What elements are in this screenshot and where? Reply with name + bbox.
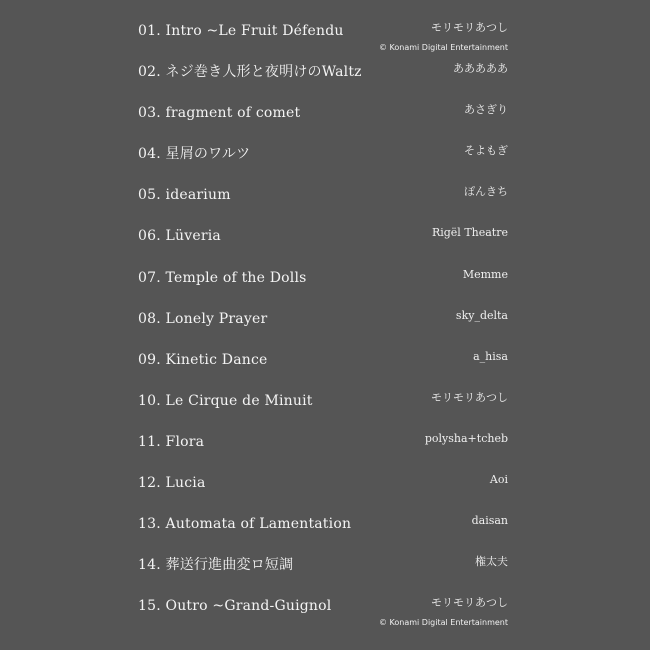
track-number: 04. — [138, 146, 161, 163]
track-name: Automata of Lamentation — [165, 516, 352, 533]
track-title — [138, 474, 206, 492]
track-number: 15. — [138, 598, 161, 615]
track-name: Lüveria — [165, 228, 221, 245]
track-number: 13. — [138, 516, 161, 533]
track-row — [138, 100, 510, 141]
track-row — [138, 552, 510, 593]
track-row — [138, 223, 510, 264]
track-name: Kinetic Dance — [165, 351, 268, 368]
track-name: Le Cirque de Minuit — [165, 392, 313, 409]
track-title — [138, 104, 300, 122]
track-title — [138, 515, 351, 533]
track-title — [138, 22, 344, 40]
track-row — [138, 388, 510, 429]
track-artist: Rigël Theatre — [431, 226, 508, 240]
track-row — [138, 182, 510, 223]
track-number: 14. — [138, 557, 161, 574]
track-row — [138, 511, 510, 552]
track-title — [138, 597, 331, 615]
track-title — [138, 63, 362, 81]
track-artist: モリモリあつし — [431, 390, 508, 404]
track-name: 葬送行進曲変ロ短調 — [165, 557, 294, 574]
track-number: 07. — [138, 269, 161, 286]
track-row — [138, 265, 510, 306]
track-title — [138, 310, 267, 328]
track-number: 11. — [138, 433, 161, 450]
track-row — [138, 18, 510, 59]
track-name: Outro ~Grand-Guignol — [165, 598, 332, 615]
track-artist: ぽんきち — [464, 185, 508, 199]
track-artist: daisan — [471, 514, 508, 528]
track-row — [138, 593, 510, 634]
track-title — [138, 392, 313, 410]
track-number: 03. — [138, 105, 161, 122]
track-list — [138, 18, 510, 634]
copyright-notice: © Konami Digital Entertainment — [378, 43, 508, 52]
track-artist: Aoi — [489, 473, 508, 487]
track-name: ネジ巻き人形と夜明けのWaltz — [165, 64, 362, 81]
track-artist: モリモリあつし — [431, 596, 508, 610]
track-number: 12. — [138, 475, 161, 492]
copyright-notice: © Konami Digital Entertainment — [378, 618, 508, 628]
track-artist: Memme — [462, 267, 508, 281]
track-row — [138, 306, 510, 347]
track-name: Intro ~Le Fruit Défendu — [165, 23, 344, 39]
track-artist: sky_delta — [455, 308, 508, 322]
track-title — [138, 145, 250, 163]
track-number: 02. — [138, 64, 161, 81]
track-name: idearium — [165, 187, 231, 204]
track-title — [138, 556, 293, 574]
track-artist: あああああ — [453, 62, 508, 76]
track-name: Lucia — [165, 475, 206, 492]
track-number: 06. — [138, 228, 161, 245]
track-number: 09. — [138, 351, 161, 368]
track-name: Flora — [165, 433, 205, 450]
track-row — [138, 59, 510, 100]
track-name: Lonely Prayer — [165, 310, 268, 327]
track-row — [138, 470, 510, 511]
track-artist: 権太夫 — [475, 555, 508, 569]
track-title — [138, 269, 307, 287]
track-row — [138, 347, 510, 388]
track-title — [138, 433, 204, 451]
track-row — [138, 141, 510, 182]
track-name: fragment of comet — [165, 105, 301, 122]
track-artist: そよもぎ — [464, 144, 508, 158]
track-title — [138, 227, 221, 245]
track-name: 星屑のワルツ — [165, 146, 251, 163]
track-number: 08. — [138, 310, 161, 327]
track-number: 05. — [138, 187, 161, 204]
track-name: Temple of the Dolls — [165, 269, 307, 286]
track-row — [138, 429, 510, 470]
track-number: 10. — [138, 392, 161, 409]
track-artist: polysha+tcheb — [424, 431, 508, 445]
track-title — [138, 186, 231, 204]
track-artist: a_hisa — [473, 349, 508, 363]
track-number: 01. — [138, 23, 161, 39]
track-artist: モリモリあつし — [431, 21, 508, 34]
track-artist: あさぎり — [464, 103, 508, 117]
track-title — [138, 351, 267, 369]
